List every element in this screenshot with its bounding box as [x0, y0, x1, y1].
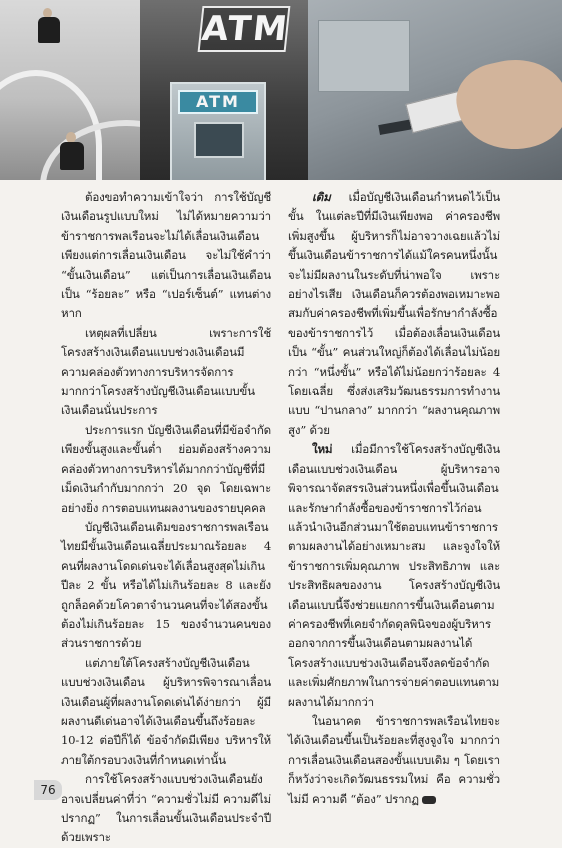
- photo-office-people: [0, 0, 140, 180]
- person-figure: [60, 142, 84, 170]
- paragraph-body: ในอนาคต ข้าราชการพลเรือนไทยจะได้เงินเดือนขึ้นเป็นร้อยละที่สูงจูงใจ มากกว่าการเลื่อนเงินเดือนสองขั้นแบบเดิม ๆ โดยเราก็หวังว่าจะเกิดวัฒนธรรมใหม่ คือ ความชั่วไม่มี ความดี “ต้อง” ปรากฏ: [288, 713, 500, 806]
- paragraph-body: เมื่อมีการใช้โครงสร้างบัญชีเงินเดือนแบบช่วงเงินเดือน ผู้บริหารอาจพิจารณาจัดสรรเงินส่วนหนึ่งเพื่อขึ้นเงินเดือนและรักษากำลังซื้อของข้าราชการไว้ก่อน แล้วนำเงินอีกส่วนมาใช้ตอบแทนข้าราชการตามผลงานได้อย่างเหมาะสม และจูงใจให้ข้าราชการเพิ่มคุณภาพ ประสิทธิภาพ และประสิทธิผลของงาน โครงสร้างบัญชีเงินเดือนแบบนี้จึงช่วยแยกการขึ้นเงินเดือนตามค่าครองชีพที่เคยจำกัดดุลพินิจของผู้บริหาร ออกจากการขึ้นเงินเดือนตามผลงานได้ โครงสร้างแบบช่วงเงินเดือนจึงลดข้อจำกัด และเพิ่มศักยภาพในการจ่ายค่าตอบแทนตามผลงานได้มากกว่า: [288, 442, 500, 709]
- hand: [450, 50, 562, 161]
- photo-strip: [0, 0, 562, 180]
- atm-sign: ATM: [198, 6, 291, 52]
- kiosk-atm-sign: ATM: [178, 90, 258, 114]
- article-paragraph: [288, 188, 500, 440]
- atm-keypad: [318, 20, 410, 92]
- article-column-right: [288, 188, 500, 809]
- atm-kiosk: [170, 82, 266, 180]
- end-of-article-icon: [422, 796, 436, 804]
- article-paragraph: แต่ภายใต้โครงสร้างบัญชีเงินเดือนแบบช่วงเงินเดือน ผู้บริหารพิจารณาเลื่อนเงินเดือนผู้ที่ผลงานโดดเด่นได้ง่ายกว่า ผู้มีผลงานดีเด่นอาจได้เงินเดือนขึ้นถึงร้อยละ 10-12 ต่อปีก็ได้ ข้อจำกัดมีเพียง บริหารให้ภายใต้กรอบวงเงินที่กำหนดเท่านั้น: [61, 655, 271, 767]
- paragraph-body: เมื่อบัญชีเงินเดือนกำหนดไว้เป็นขั้น ในแต่ละปีที่มีเงินเพียงพอ ค่าครองชีพเพิ่มสูงขึ้น ผู้บริหารก็ไม่อาจวางเฉยแล้วไม่ขึ้นเงินเดือนข้าราชการได้แม้ใครคนหนึ่งนั้นจะไม่มีผลงานในระดับที่น่าพอใจ เพราะอย่างไรเสีย เงินเดือนก็ควรต้องพอเหมาะพอสมกับค่าครองชีพที่เพิ่มขึ้นเพื่อรักษากำลังซื้อของข้าราชการไว้ เมื่อต้องเลื่อนเงินเดือนเป็น “ขั้น” คนส่วนใหญ่ก็ต้องได้เลื่อนไม่น้อยกว่า “หนึ่งขั้น” หรือได้ไม่น้อยกว่าร้อยละ 4 โดยเฉลี่ย ซึ่งส่งเสริมวัฒนธรรมการทำงานแบบ “ปานกลาง” มากกว่า “ผลงานคุณภาพสูง” ด้วย: [288, 190, 500, 437]
- photo-atm-kiosk: [140, 0, 308, 180]
- photo-atm-card-hand: [308, 0, 562, 180]
- paragraph-lead-word: เดิม: [312, 190, 331, 204]
- article-column-left: [61, 188, 271, 848]
- article-paragraph: ประการแรก บัญชีเงินเดือนที่มีข้อจำกัดเพียงขั้นสูงและขั้นต่ำ ย่อมต้องสร้างความคล่องตัวทางการบริหารได้มากกว่าบัญชีที่มีเม็ดเงินกำกับมากกว่า 20 จุด โดยเฉพาะอย่างยิ่ง การตอบแทนผลงานของรายบุคคล: [61, 422, 271, 515]
- article-paragraph: บัญชีเงินเดือนเดิมของราชการพลเรือนไทยมีขั้นเงินเดือนเฉลี่ยประมาณร้อยละ 4 คนที่ผลงานโดดเด่นจะได้เลื่อนสูงสุดไม่เกินปีละ 2 ขั้น หรือได้ไม่เกินร้อยละ 8 และยังถูกล็อคด้วยโควตาจำนวนคนที่จะได้สองขั้นต้องไม่เกินร้อยละ 15 ของจำนวนคนของส่วนราชการด้วย: [61, 519, 271, 651]
- article-paragraph: [288, 440, 500, 712]
- article-paragraph: ต้องขอทำความเข้าใจว่า การใช้บัญชีเงินเดือนรูปแบบใหม่ ไม่ได้หมายความว่า ข้าราชการพลเรือนจะไม่ได้เลื่อนเงินเดือน เพียงแต่การเลื่อนเงินเดือน จะไม่ใช้คำว่า “ขั้นเงินเดือน” แต่เป็นการเลื่อนเงินเดือนเป็น “ร้อยละ” หรือ “เปอร์เซ็นต์” แทนต่างหาก: [61, 190, 271, 321]
- person-figure: [38, 17, 60, 43]
- article-paragraph: [288, 712, 500, 809]
- article-paragraph: การใช้โครงสร้างแบบช่วงเงินเดือนยังอาจเปลี่ยนค่าที่ว่า “ความชั่วไม่มี ความดีไม่ปรากฏ” ในการเลื่อนขั้นเงินเดือนประจำปีด้วยเพราะ: [61, 772, 271, 845]
- paragraph-lead-word: ใหม่: [312, 442, 333, 457]
- kiosk-screen: [194, 122, 244, 158]
- article-paragraph: เหตุผลที่เปลี่ยน เพราะการใช้โครงสร้างเงินเดือนแบบช่วงเงินเดือนมีความคล่องตัวทางการบริหารจัดการมากกว่าโครงสร้างบัญชีเงินเดือนแบบขั้นเงินเดือนนั่นประการ: [61, 325, 271, 418]
- page-number: 76: [34, 780, 62, 800]
